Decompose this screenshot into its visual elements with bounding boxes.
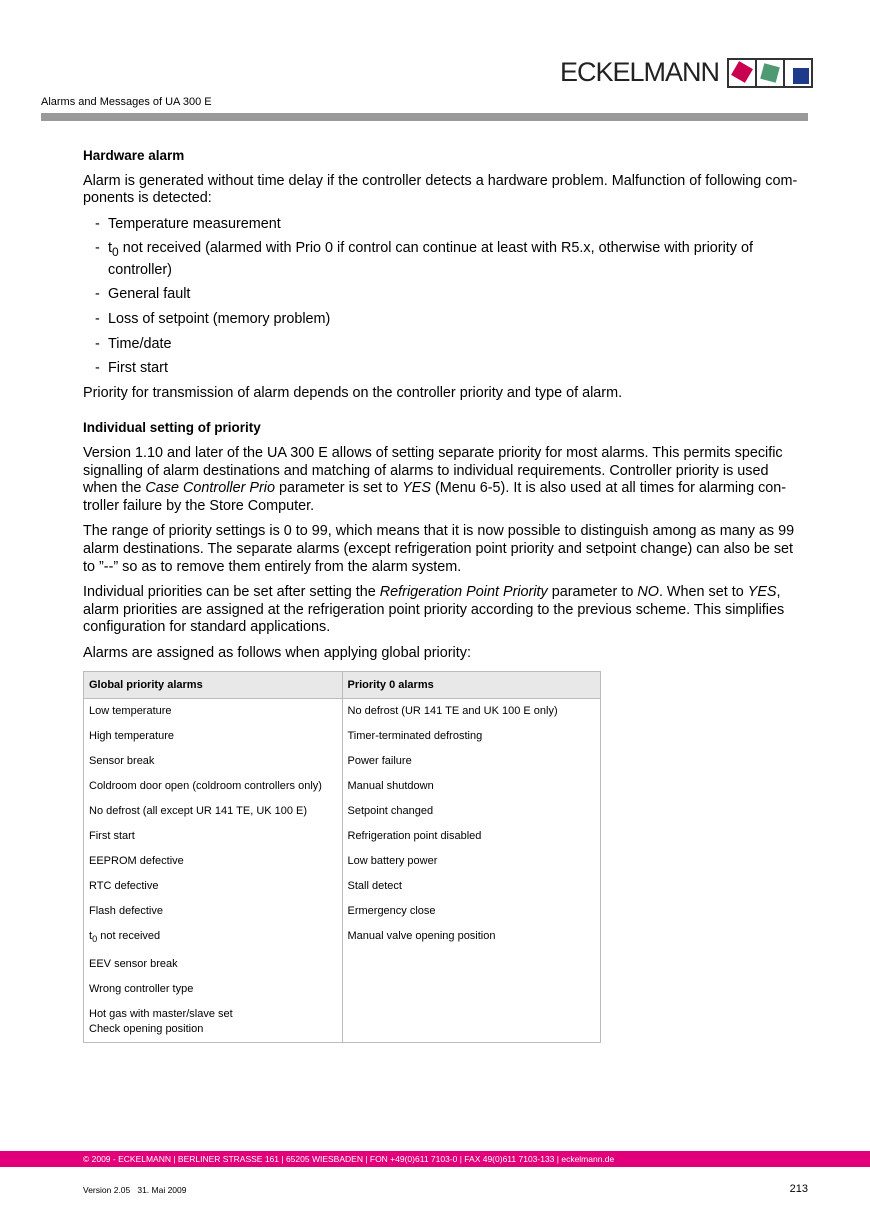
list-item: - Temperature measurement — [83, 216, 803, 234]
table-cell: $t_0$ not received — [84, 924, 343, 952]
component-list — [83, 216, 803, 378]
table-cell: Setpoint changed — [342, 799, 601, 824]
paragraph: Priority for transmission of alarm depends on the controller priority and type of alarm. — [83, 384, 623, 401]
list-item: - Time/date — [83, 336, 803, 354]
table-cell: Hot gas with master/slave set — [84, 1002, 343, 1022]
table-cell: RTC defective — [84, 874, 343, 899]
table-cell: Check opening position — [84, 1022, 343, 1043]
table-cell: Power failure — [342, 749, 601, 774]
column-header: Priority 0 alarms — [342, 672, 601, 699]
footer-bar — [0, 1151, 870, 1167]
list-item: - $t_0$ not received (alarmed with Prio 0 if control can continue at least with R5.x, otherwise with priority of controller) — [83, 240, 803, 279]
table-row — [84, 924, 601, 952]
paragraph: Individual priorities can be set after setting the Refrigeration Point Priority parameter to NO. When set to YES, alarm priorities are assigned at the refrigeration point priority according to the previous scheme. This simplifies configuration for standard applications. — [83, 584, 785, 636]
table-row — [84, 849, 601, 874]
table-cell: Low battery power — [342, 849, 601, 874]
page-number: 213 — [789, 1183, 808, 1195]
table-cell: Timer-terminated defrosting — [342, 724, 601, 749]
table-cell — [342, 1002, 601, 1022]
eckelmann-logo — [560, 57, 813, 88]
table-cell: EEV sensor break — [84, 952, 343, 977]
table-row — [84, 977, 601, 1002]
heading-individual-priority: Individual setting of priority — [83, 420, 261, 436]
table-cell: Low temperature — [84, 699, 343, 725]
logo-squares-icon — [727, 58, 813, 88]
table-row — [84, 799, 601, 824]
table-row — [84, 1002, 601, 1022]
table-cell: Refrigeration point disabled — [342, 824, 601, 849]
list-item: - General fault — [83, 286, 803, 304]
table-row — [84, 749, 601, 774]
table-cell: No defrost (UR 141 TE and UK 100 E only) — [342, 699, 601, 725]
running-header: Alarms and Messages of UA 300 E — [41, 96, 212, 108]
table-cell: High temperature — [84, 724, 343, 749]
table-row — [84, 699, 601, 725]
table-cell: First start — [84, 824, 343, 849]
footer-address: © 2009 - ECKELMANN | BERLINER STRASSE 161 | 65205 WIESBADEN | FON +49(0)611 7103-0 | FAX 49(0)611 7103-133 | eckelmann.de — [83, 1154, 615, 1164]
paragraph: The range of priority settings is 0 to 99, which means that it is now possible to distinguish among as many as 99 alarm destinations. The separate alarms (except refrigeration point priority and setpoint change) can also be set to ”--” so as to remove them entirely from the alarm system. — [83, 523, 795, 575]
table-cell: No defrost (all except UR 141 TE, UK 100 E) — [84, 799, 343, 824]
heading-hardware-alarm: Hardware alarm — [83, 148, 185, 163]
table-cell: Ermergency close — [342, 899, 601, 924]
table-row — [84, 899, 601, 924]
table-row — [84, 724, 601, 749]
table-row — [84, 952, 601, 977]
table-cell: Manual shutdown — [342, 774, 601, 799]
body-content — [83, 147, 803, 671]
table-row — [84, 774, 601, 799]
table-row — [84, 1022, 601, 1043]
priority-table — [83, 671, 601, 1043]
table-cell — [342, 1022, 601, 1043]
table-cell: Flash defective — [84, 899, 343, 924]
version-info: Version 2.05 31. Mai 2009 — [83, 1185, 187, 1195]
table-cell: EEPROM defective — [84, 849, 343, 874]
table-row — [84, 824, 601, 849]
table-cell — [342, 977, 601, 1002]
table-cell: Coldroom door open (coldroom controllers only) — [84, 774, 343, 799]
logo-text: ECKELMANN — [560, 57, 720, 87]
paragraph: Alarm is generated without time delay if the controller detects a hardware problem. Malfunction of following components is detected: — [83, 172, 798, 207]
table-cell: Sensor break — [84, 749, 343, 774]
list-item: - First start — [83, 360, 803, 378]
table-row — [84, 874, 601, 899]
table-cell: Manual valve opening position — [342, 924, 601, 952]
column-header: Global priority alarms — [84, 672, 343, 699]
list-item: - Loss of setpoint (memory problem) — [83, 311, 803, 329]
paragraph: Version 1.10 and later of the UA 300 E allows of setting separate priority for most alarms. This permits specific signalling of alarm destinations and matching of alarms to individual requirements. Controller priority is used when the Case Controller Prio parameter is set to YES (Menu 6-5). It is also used at all times for alarming controller failure by the Store Computer. — [83, 445, 787, 514]
paragraph: Alarms are assigned as follows when applying global priority: — [83, 644, 471, 661]
table-cell: Stall detect — [342, 874, 601, 899]
table-cell: Wrong controller type — [84, 977, 343, 1002]
table-cell — [342, 952, 601, 977]
header-divider — [41, 113, 808, 121]
